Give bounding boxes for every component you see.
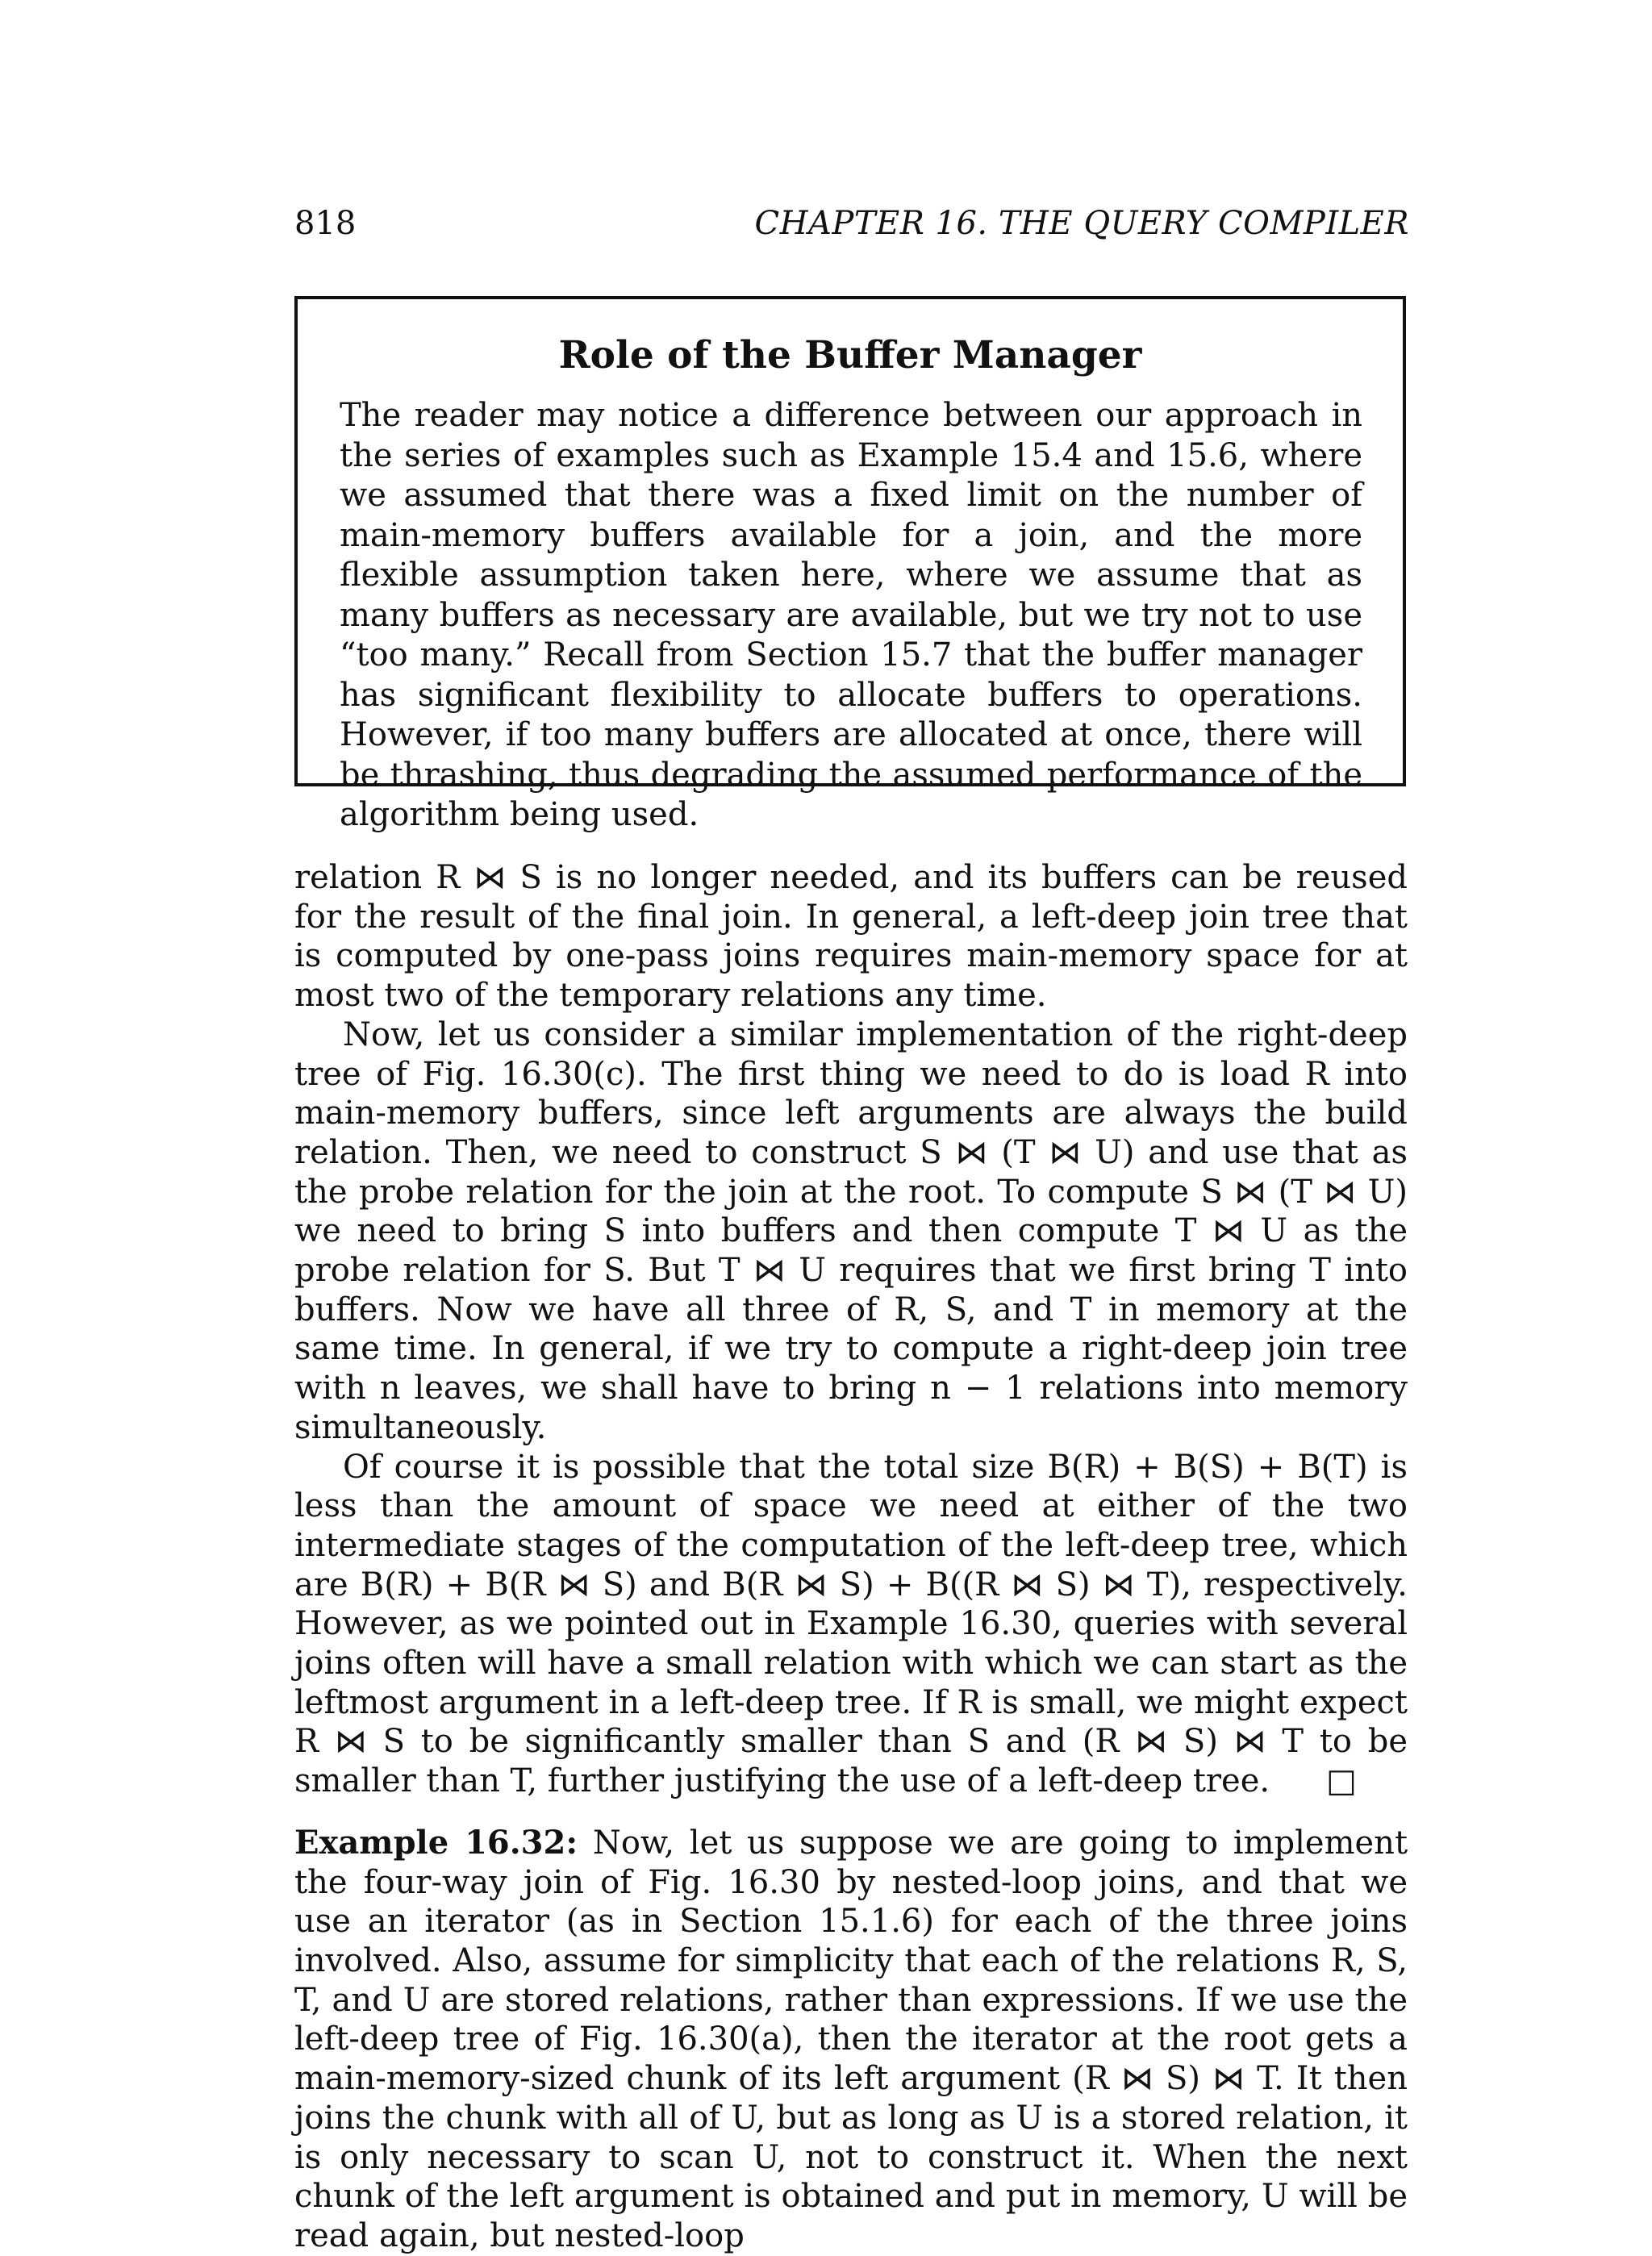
end-of-example-mark: □ — [1326, 1762, 1357, 1800]
sidebar-title: Role of the Buffer Manager — [558, 333, 1142, 377]
paragraph-3 — [294, 1448, 1408, 1801]
example-label: Example 16.32: — [294, 1823, 578, 1862]
paragraph-1: relation R ⋈ S is no longer needed, and its buffers can be reused for the result of the final join. In general, a left-deep join tree that is computed by one-pass joins requires main-memory space for at most two of the temporary relations any time. — [294, 859, 1408, 1015]
sidebar-body: The reader may notice a difference between our approach in the series of examples such as Example 15.4 and 15.6, where we assumed that there was a fixed limit on the number of main-memory buffers available for a join, and the more flexible assumption taken here, where we assume that as many buffers as necessary are available, but we try not to use “too many.” Recall from Section 15.7 that the buffer manager has significant flexibility to allocate buffers to operations. However, if too many buffers are allocated at once, there will be thrashing, thus degrading the assumed performance of the algorithm being used. — [340, 397, 1362, 833]
page-number: 818 — [294, 205, 357, 242]
sidebar-box — [294, 296, 1406, 833]
chapter-title: CHAPTER 16. THE QUERY COMPILER — [754, 205, 1409, 242]
paragraph-2: Now, let us consider a similar implementation of the right-deep tree of Fig. 16.30(c). The first thing we need to do is load R into main-memory buffers, since left arguments are always the build relation. Then, we need to construct S ⋈ (T ⋈ U) and use that as the probe relation for the join at the root. To compute S ⋈ (T ⋈ U) we need to bring S into buffers and then compute T ⋈ U as the probe relation for S. But T ⋈ U requires that we first bring T into buffers. Now we have all three of R, S, and T in memory at the same time. In general, if we try to compute a right-deep join tree with n leaves, we shall have to bring n − 1 relations into memory simultaneously. — [294, 1015, 1408, 1446]
paragraph-3-text: Of course it is possible that the total size B(R) + B(S) + B(T) is less than the amount of space we need at either of the two intermediate stages of the computation of the left-deep tree, which are B(R) + B(R ⋈ S) and B(R ⋈ S) + B((R ⋈ S) ⋈ T), respectively. However, as we pointed out in Example 16.30, queries with several joins often will have a small relation with which we can start as the leftmost argument in a left-deep tree. If R is small, we might expect R ⋈ S to be significantly smaller than S and (R ⋈ S) ⋈ T to be smaller than T, further justifying the use of a left-deep tree. — [294, 1448, 1408, 1800]
example-text: Now, let us suppose we are going to implement the four-way join of Fig. 16.30 by nested-loop joins, and that we use an iterator (as in Section 15.1.6) for each of the three joins involved. Also, assume for simplicity that each of the relations R, S, T, and U are stored relations, rather than expressions. If we use the left-deep tree of Fig. 16.30(a), then the iterator at the root gets a main-memory-sized chunk of its left argument (R ⋈ S) ⋈ T. It then joins the chunk with all of U, but as long as U is a stored relation, it is only necessary to scan U, not to construct it. When the next chunk of the left argument is obtained and put in memory, U will be read again, but nested-loop — [294, 1824, 1408, 2254]
main-text — [294, 858, 1408, 2256]
example-paragraph — [294, 1824, 1408, 2256]
